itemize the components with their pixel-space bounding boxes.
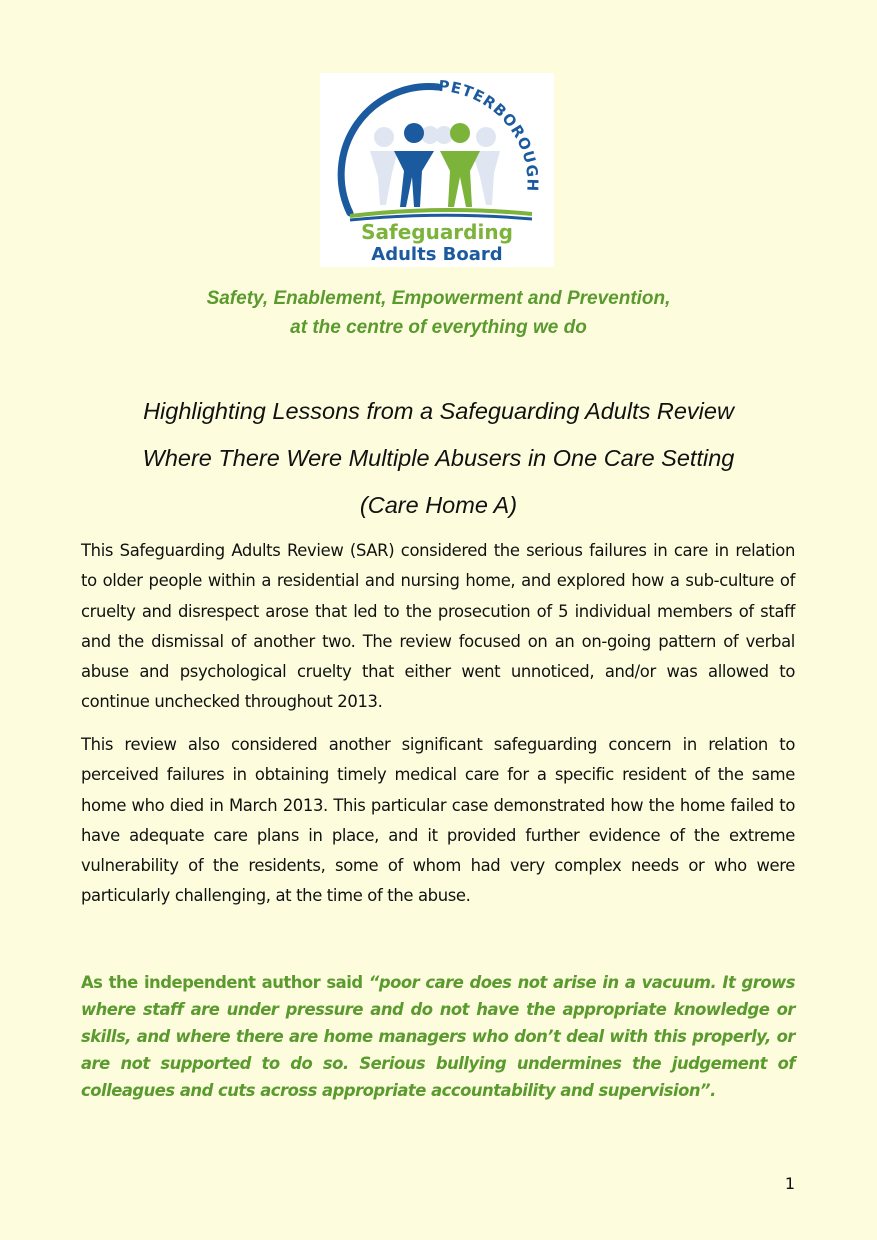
body-paragraph-2: This review also considered another significant safeguarding concern in relation to perceived failures in obtaining timely medical care for a specific resident of the same home who died in March 2013. This particular case demonstrated how the home failed to have adequate care plans in place, and it provided further evidence of the extreme vulnerability of the residents, some of whom had very complex needs or who were particularly challenging, at the time of the abuse. <box>81 735 795 906</box>
logo-arc-text: PETERBOROUGH <box>437 76 542 193</box>
logo-graphic <box>320 73 554 267</box>
quote-text: “poor care does not arise in a vacuum. It grows where staff are under pressure and do not have the appropriate knowledge or skills, and where there are home managers who don’t deal with this properly, or are not supported to do so. Serious bullying undermines the judgement of colleagues and cuts across appropriate accountability and supervision”. <box>81 973 795 1100</box>
quote-lead: As the independent author said <box>81 973 369 992</box>
tagline-line2: at the centre of everything we do <box>290 317 587 338</box>
logo-line1: Safeguarding <box>361 220 513 244</box>
document-title-line3: (Care Home A) <box>359 492 518 518</box>
safeguarding-board-logo <box>320 73 554 267</box>
document-title-line1: Highlighting Lessons from a Safeguarding Adults Review <box>143 398 734 424</box>
author-quote <box>81 969 795 1104</box>
body-paragraph-1: This Safeguarding Adults Review (SAR) considered the serious failures in care in relation to older people within a residential and nursing home, and explored how a sub-culture of cruelty and disrespect arose that led to the prosecution of 5 individual members of staff and the dismissal of another two. The review focused on an on-going pattern of verbal abuse and psychological cruelty that either went unnoticed, and/or was allowed to continue unchecked throughout 2013. <box>81 541 795 712</box>
logo-line2: Adults Board <box>371 244 503 265</box>
tagline-line1: Safety, Enablement, Empowerment and Prevention, <box>206 288 671 309</box>
page-number: 1 <box>784 1174 795 1193</box>
document-title-line2: Where There Were Multiple Abusers in One Care Setting <box>142 445 735 471</box>
